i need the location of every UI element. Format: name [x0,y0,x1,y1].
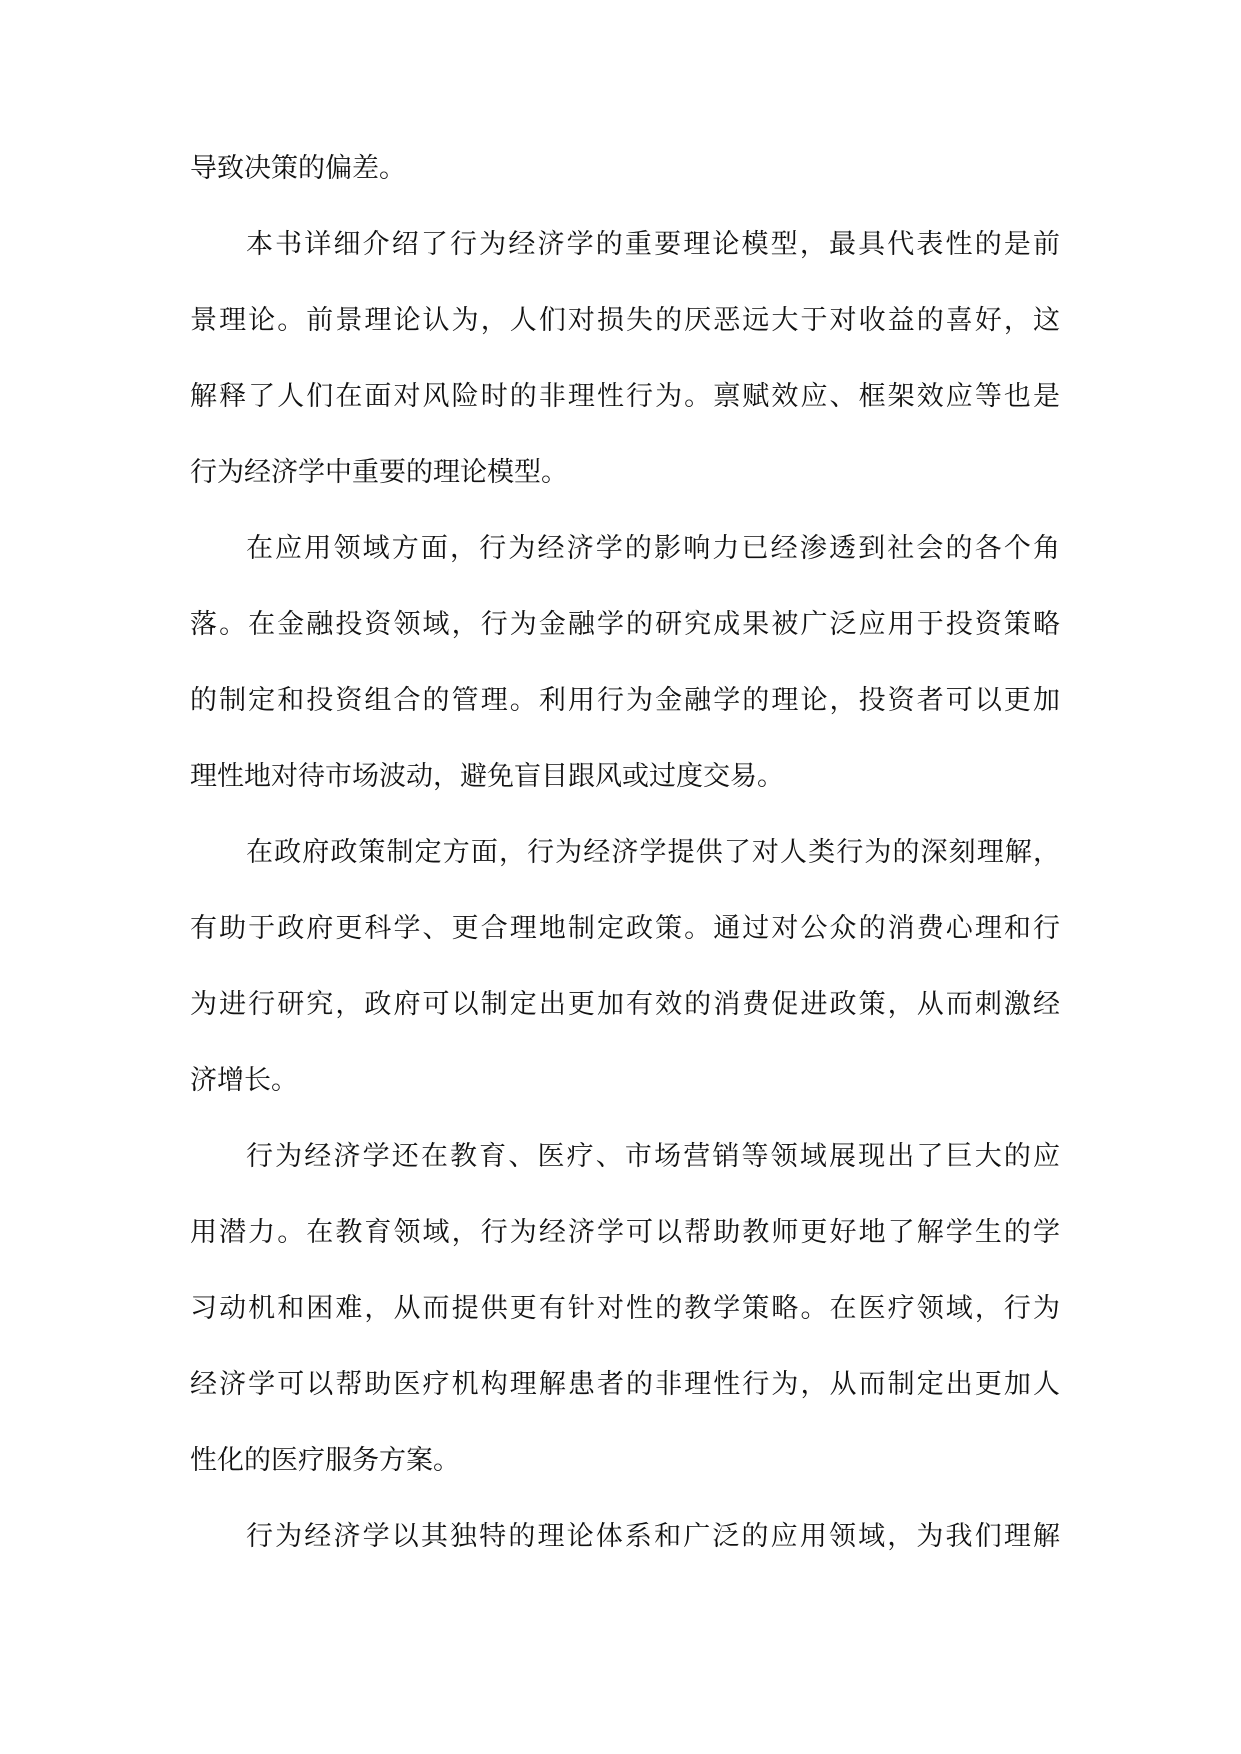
text-line: 导致决策的偏差。 [190,153,406,184]
text-line: 济增长。 [190,1065,298,1096]
text-line: 景理论。前景理论认为，人们对损失的厌恶远大于对收益的喜好，这 [190,305,1060,336]
text-line: 解释了人们在面对风险时的非理性行为。禀赋效应、框架效应等也是 [190,381,1060,412]
paragraph-first-line: 在政府政策制定方面，行为经济学提供了对人类行为的深刻理解， [246,837,1060,868]
paragraph-first-line: 本书详细介绍了行为经济学的重要理论模型，最具代表性的是前 [246,229,1060,260]
text-line: 理性地对待市场波动，避免盲目跟风或过度交易。 [190,761,784,792]
text-line: 用潜力。在教育领域，行为经济学可以帮助教师更好地了解学生的学 [190,1217,1060,1248]
text-line: 落。在金融投资领域，行为金融学的研究成果被广泛应用于投资策略 [190,609,1060,640]
text-line: 的制定和投资组合的管理。利用行为金融学的理论，投资者可以更加 [190,685,1060,716]
paragraph-first-line: 行为经济学以其独特的理论体系和广泛的应用领域，为我们理解 [246,1521,1060,1552]
text-line: 有助于政府更科学、更合理地制定政策。通过对公众的消费心理和行 [190,913,1060,944]
text-line: 习动机和困难，从而提供更有针对性的教学策略。在医疗领域，行为 [190,1293,1060,1324]
text-line: 性化的医疗服务方案。 [190,1445,460,1476]
text-line: 经济学可以帮助医疗机构理解患者的非理性行为，从而制定出更加人 [190,1369,1060,1400]
text-line: 为进行研究，政府可以制定出更加有效的消费促进政策，从而刺激经 [190,989,1060,1020]
paragraph-first-line: 行为经济学还在教育、医疗、市场营销等领域展现出了巨大的应 [246,1141,1060,1172]
text-line: 行为经济学中重要的理论模型。 [190,457,568,488]
body-text [190,145,1060,1589]
paragraph-first-line: 在应用领域方面，行为经济学的影响力已经渗透到社会的各个角 [246,533,1060,564]
